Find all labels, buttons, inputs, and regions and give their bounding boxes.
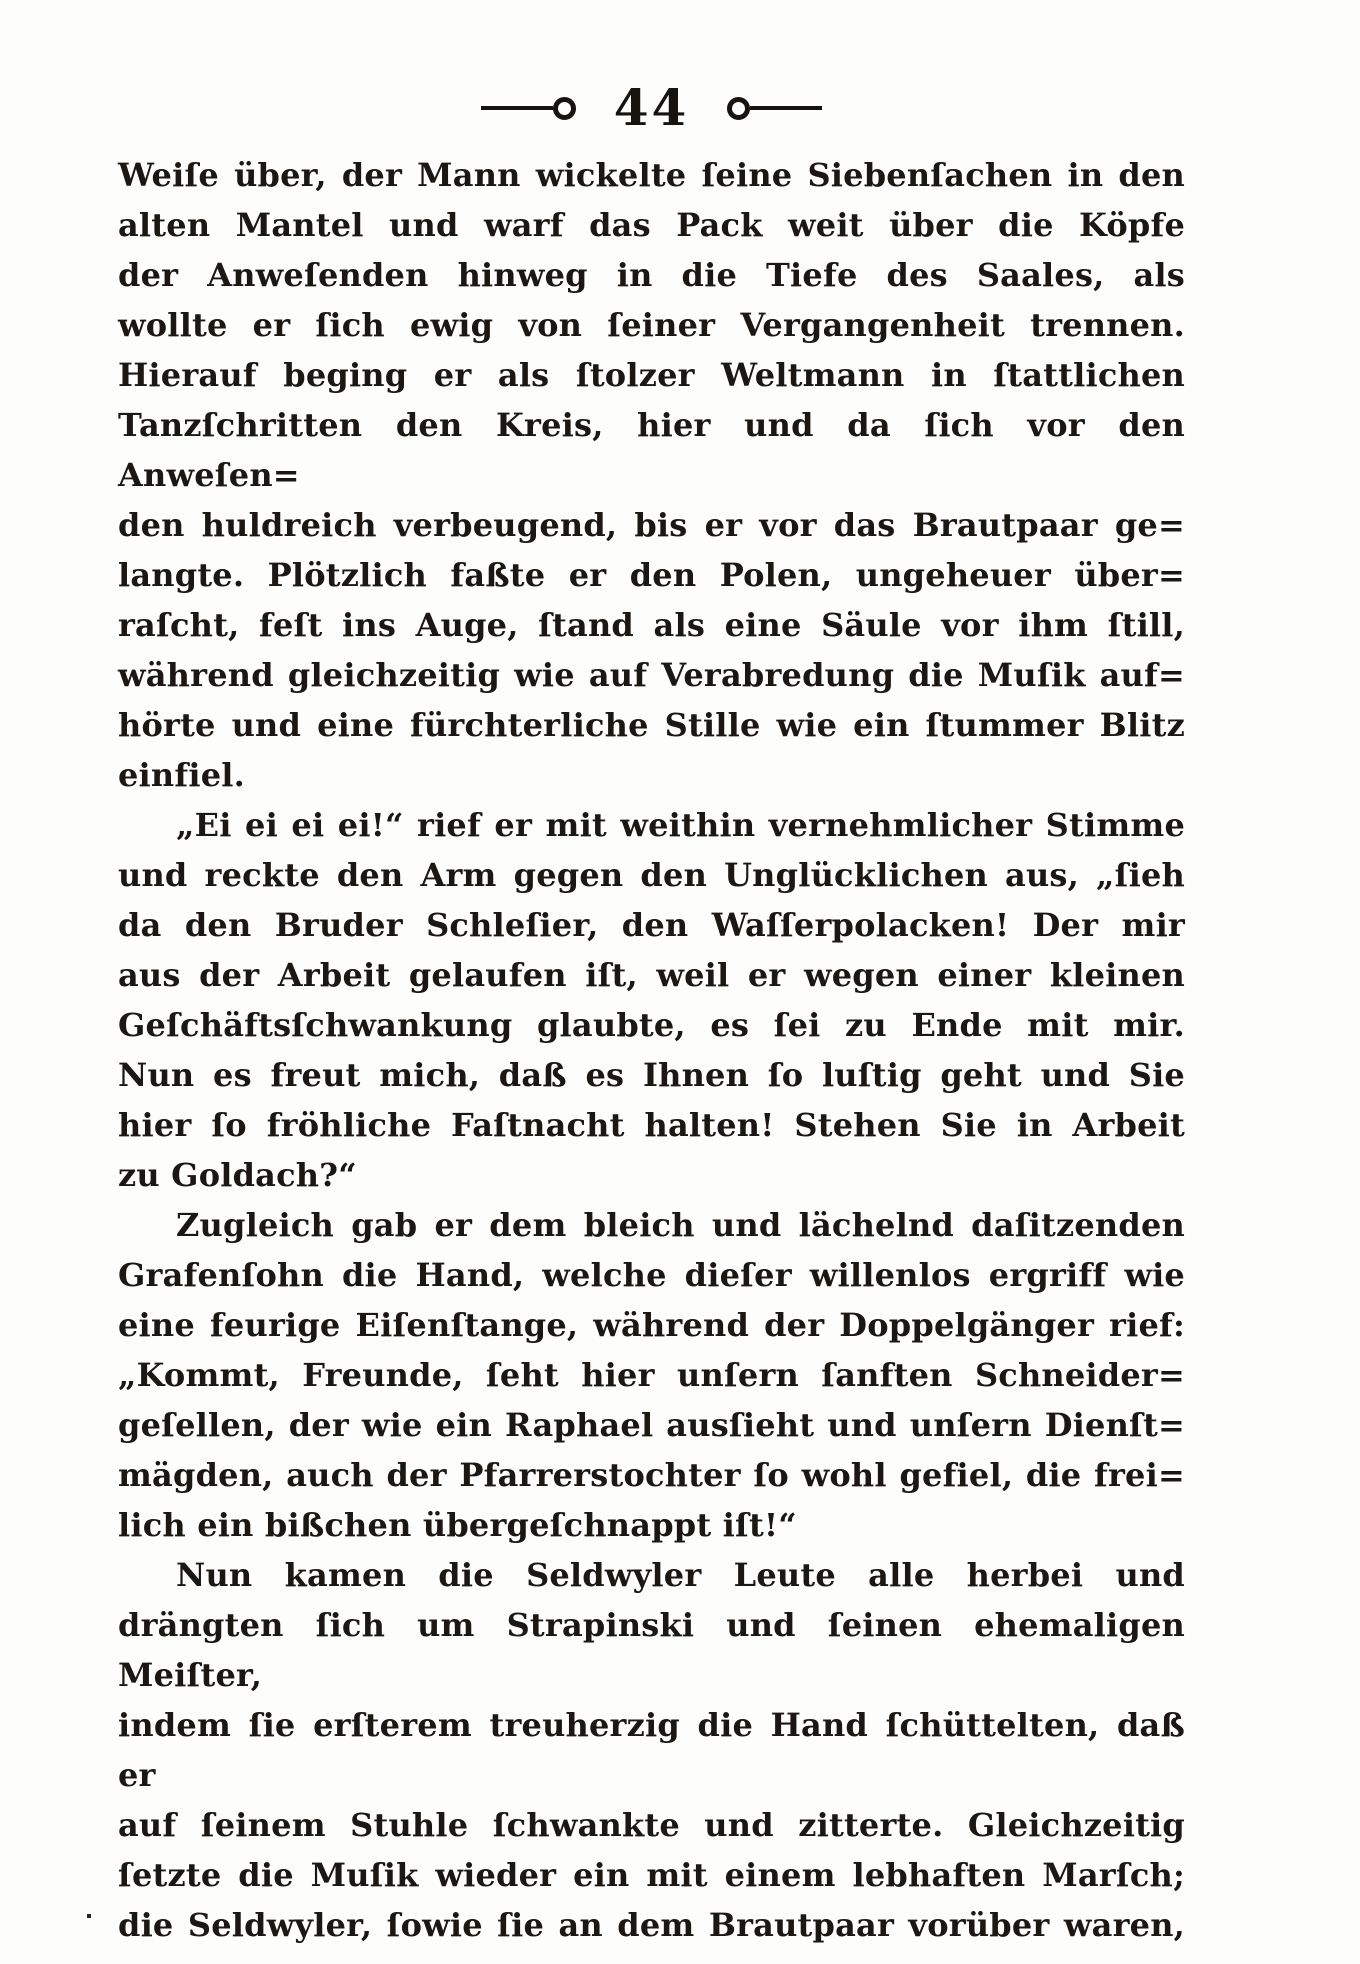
text-line: Weiſe über, der Mann wickelte ſeine Siebenſachen in den bbox=[118, 156, 1185, 194]
text-line: ſetzte die Muſik wieder ein mit einem lebhaften Marſch; bbox=[118, 1856, 1185, 1894]
text-line: der Anweſenden hinweg in die Tiefe des Saales, als bbox=[118, 256, 1185, 294]
text-line: zu Goldach?“ bbox=[118, 1156, 357, 1194]
text-line: raſcht, feſt ins Auge, ſtand als eine Säule vor ihm ſtill, bbox=[118, 606, 1185, 644]
text-line: drängten ſich um Strapinski und ſeinen ehemaligen Meiſter, bbox=[118, 1606, 1185, 1694]
text-line: aus der Arbeit gelaufen iſt, weil er wegen einer kleinen bbox=[118, 956, 1185, 994]
text-line: Zugleich gab er dem bleich und lächelnd daſitzenden bbox=[176, 1206, 1185, 1244]
scan-speck bbox=[87, 1914, 91, 1918]
text-line: mägden, auch der Pfarrerstochter ſo wohl gefiel, die frei= bbox=[118, 1456, 1185, 1494]
text-line: da den Bruder Schleſier, den Waſſerpolacken! Der mir bbox=[118, 906, 1185, 944]
ornament-ring-icon bbox=[553, 97, 576, 120]
ornament-rule-icon bbox=[750, 106, 822, 110]
ornament-rule-icon bbox=[481, 106, 553, 110]
text-line: einfiel. bbox=[118, 756, 245, 794]
text-line: wollte er ſich ewig von ſeiner Vergangenheit trennen. bbox=[118, 306, 1185, 344]
header-ornament-left bbox=[481, 97, 576, 120]
text-line: Nun es freut mich, daß es Ihnen ſo luſtig geht und Sie bbox=[118, 1056, 1185, 1094]
text-line: hier ſo fröhliche Faſtnacht halten! Stehen Sie in Arbeit bbox=[118, 1106, 1185, 1144]
running-head bbox=[118, 78, 1185, 138]
text-line: Grafenſohn die Hand, welche dieſer willenlos ergriff wie bbox=[118, 1256, 1185, 1294]
body-text bbox=[118, 150, 1185, 1950]
text-line: „Ei ei ei ei!“ rief er mit weithin vernehmlicher Stimme bbox=[176, 806, 1185, 844]
text-line: Hierauf beging er als ſtolzer Weltmann in ſtattlichen bbox=[118, 356, 1185, 394]
text-line: indem ſie erſterem treuherzig die Hand ſchüttelten, daß er bbox=[118, 1706, 1185, 1794]
ornament-ring-icon bbox=[727, 97, 750, 120]
text-line: hörte und eine fürchterliche Stille wie ein ſtummer Blitz bbox=[118, 706, 1185, 744]
text-line: langte. Plötzlich faßte er den Polen, ungeheuer über= bbox=[118, 556, 1185, 594]
text-line: geſellen, der wie ein Raphael ausſieht und unſern Dienſt= bbox=[118, 1406, 1185, 1444]
header-ornament-right bbox=[727, 97, 822, 120]
text-line: Geſchäftsſchwankung glaubte, es ſei zu Ende mit mir. bbox=[118, 1006, 1185, 1044]
text-line: „Kommt, Freunde, ſeht hier unſern ſanften Schneider= bbox=[118, 1356, 1185, 1394]
text-line: lich ein bißchen übergeſchnappt iſt!“ bbox=[118, 1506, 797, 1544]
page-number: 44 bbox=[613, 78, 690, 137]
text-line: und reckte den Arm gegen den Unglücklichen aus, „ſieh bbox=[118, 856, 1185, 894]
text-line: eine feurige Eiſenſtange, während der Doppelgänger rief: bbox=[118, 1306, 1185, 1344]
text-line: während gleichzeitig wie auf Verabredung die Muſik auf= bbox=[118, 656, 1185, 694]
text-line: alten Mantel und warf das Pack weit über die Köpfe bbox=[118, 206, 1185, 244]
text-line: Nun kamen die Seldwyler Leute alle herbei und bbox=[176, 1556, 1185, 1594]
text-line: Tanzſchritten den Kreis, hier und da ſich vor den Anweſen= bbox=[118, 406, 1185, 494]
text-line: den huldreich verbeugend, bis er vor das Brautpaar ge= bbox=[118, 506, 1185, 544]
text-line: die Seldwyler, ſowie ſie an dem Brautpaar vorüber waren, bbox=[118, 1906, 1185, 1944]
text-line: auf ſeinem Stuhle ſchwankte und zitterte. Gleichzeitig bbox=[118, 1806, 1185, 1844]
